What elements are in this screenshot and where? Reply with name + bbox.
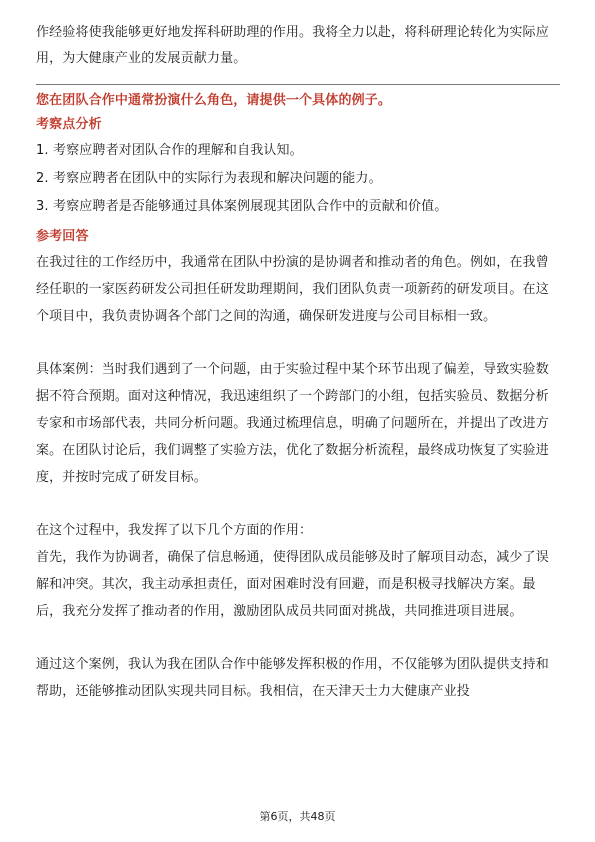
answer-paragraph-3: 在这个过程中，我发挥了以下几个方面的作用： <box>36 523 313 538</box>
paragraph-gap <box>36 625 560 651</box>
analysis-item-1: 1. 考察应聘者对团队合作的理解和自我认知。 <box>36 143 303 158</box>
paragraph-gap <box>36 330 560 356</box>
interview-question: 您在团队合作中通常扮演什么角色，请提供一个具体的例子。 <box>36 93 392 108</box>
page-content <box>36 20 560 705</box>
section-divider <box>36 84 560 85</box>
answer-paragraph-2: 具体案例：当时我们遇到了一个问题，由于实验过程中某个环节出现了偏差，导致实验数据不符合预期。面对这种情况，我迅速组织了一个跨部门的小组，包括实验员、数据分析专家和市场部代表，共同分析问题。我通过梳理信息，明确了问题所在，并提出了改进方案。在团队讨论后，我们调整了实验方法，优化了数据分析流程，最终成功恢复了实验进度，并按时完成了研发目标。 <box>36 362 549 485</box>
answer-paragraph-1: 在我过往的工作经历中，我通常在团队中扮演的是协调者和推动者的角色。例如，在我曾经任职的一家医药研发公司担任研发助理期间，我们团队负责一项新药的研发项目。在这个项目中，我负责协调各个部门之间的沟通，确保研发进度与公司目标相一致。 <box>36 255 549 324</box>
answer-paragraph-4: 首先，我作为协调者，确保了信息畅通，使得团队成员能够及时了解项目动态，减少了误解和冲突。其次，我主动承担责任，面对困难时没有回避，而是积极寻找解决方案。最后，我充分发挥了推动者的作用，激励团队成员共同面对挑战，共同推进项目进展。 <box>36 550 549 619</box>
paragraph-gap <box>36 491 560 517</box>
analysis-item-2: 2. 考察应聘者在团队中的实际行为表现和解决问题的能力。 <box>36 171 382 186</box>
answer-heading: 参考回答 <box>36 229 89 244</box>
answer-paragraph-5: 通过这个案例，我认为我在团队合作中能够发挥积极的作用，不仅能够为团队提供支持和帮助，还能够推动团队实现共同目标。我相信，在天津天士力大健康产业投 <box>36 657 549 699</box>
page-number-footer: 第6页，共48页 <box>259 810 336 823</box>
analysis-item-3: 3. 考察应聘者是否能够通过具体案例展现其团队合作中的贡献和价值。 <box>36 199 448 214</box>
analysis-heading: 考察点分析 <box>36 117 102 132</box>
intro-paragraph: 作经验将使我能够更好地发挥科研助理的作用。我将全力以赴，将科研理论转化为实际应用，为大健康产业的发展贡献力量。 <box>36 25 549 66</box>
